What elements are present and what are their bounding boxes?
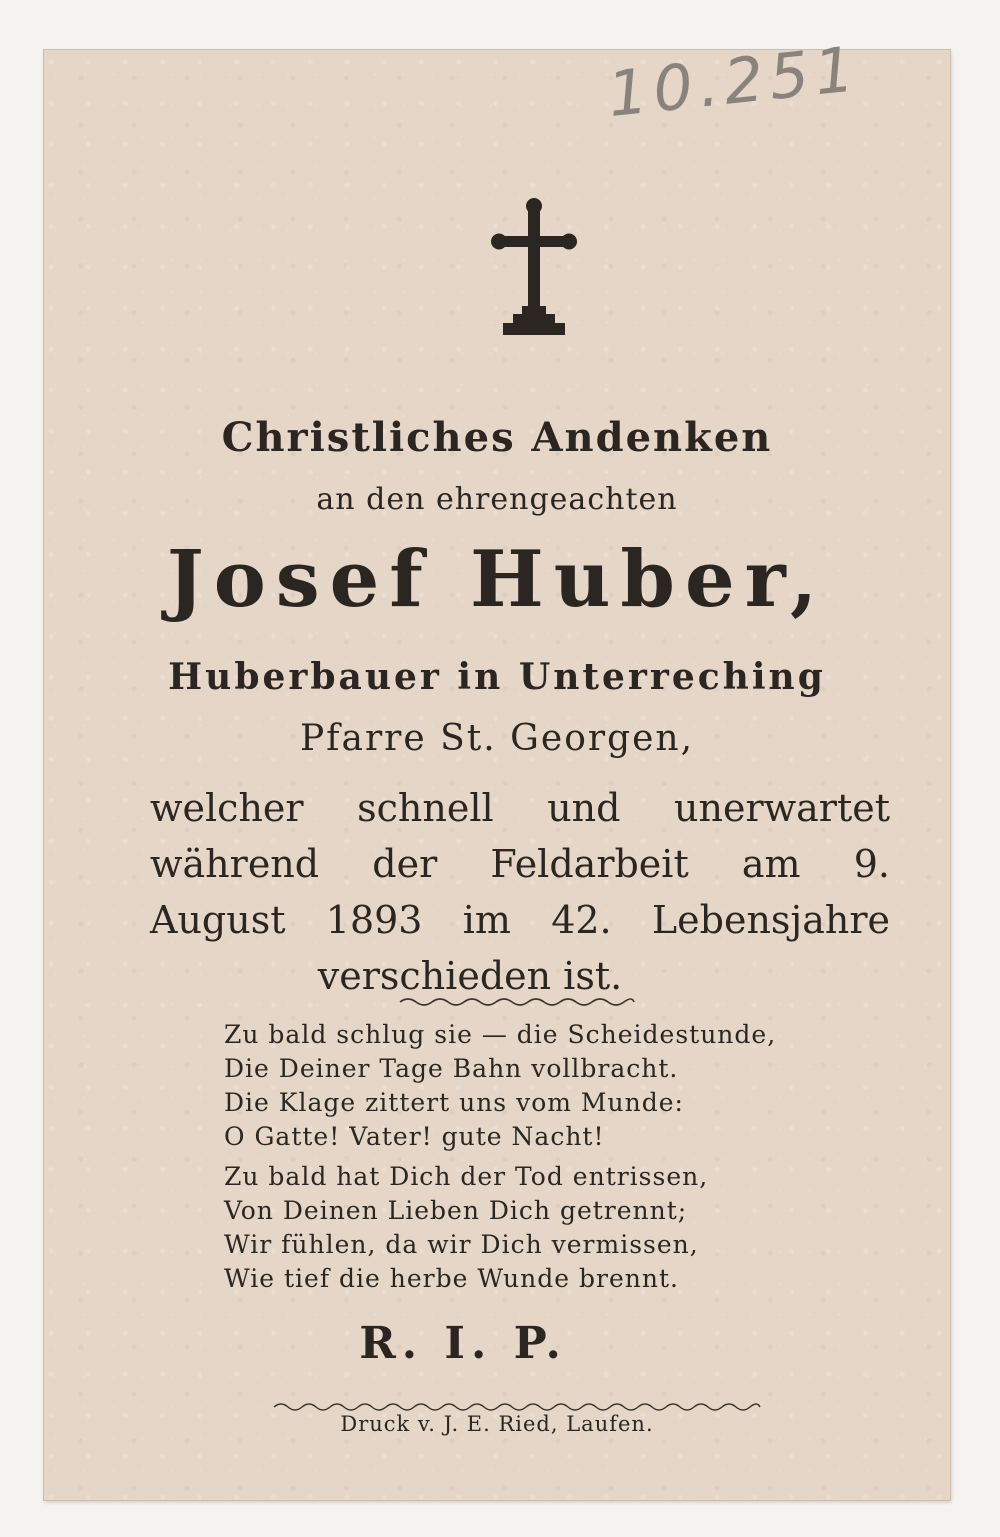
deceased-name: Josef Huber, [166, 534, 828, 625]
cross-icon [489, 196, 579, 340]
body-line: August 1893 im 42. Lebensjahre [150, 898, 890, 942]
body-line: verschieden ist. [317, 954, 623, 998]
heading: Christliches Andenken [221, 414, 773, 461]
subheading: an den ehrengeachten [316, 482, 678, 517]
rip-closing: R. I. P. [359, 1318, 567, 1369]
verse-line: Die Klage zittert uns vom Munde: [224, 1088, 684, 1117]
verse-line: Zu bald hat Dich der Tod entrissen, [224, 1162, 709, 1191]
body-line: während der Feldarbeit am 9. [150, 842, 890, 886]
death-notice-text [150, 780, 890, 1004]
printer-imprint: Druck v. J. E. Ried, Laufen. [340, 1412, 654, 1436]
ornamental-divider [398, 994, 636, 1008]
handwritten-catalog-number: 10.251 [604, 31, 864, 132]
verse-stanza-2 [224, 1160, 844, 1296]
verse-line: Wir fühlen, da wir Dich vermissen, [224, 1230, 699, 1259]
verse-stanza-1 [224, 1018, 844, 1154]
verse-line: Von Deinen Lieben Dich getrennt; [224, 1196, 688, 1225]
verse-line: Zu bald schlug sie — die Scheidestunde, [224, 1020, 777, 1049]
verse-line: Wie tief die herbe Wunde brennt. [224, 1264, 679, 1293]
parish: Pfarre St. Georgen, [299, 718, 695, 759]
verse-line: Die Deiner Tage Bahn vollbracht. [224, 1054, 679, 1083]
occupation: Huberbauer in Unterreching [168, 656, 826, 698]
body-line: welcher schnell und unerwartet [150, 786, 890, 830]
verse-line: O Gatte! Vater! gute Nacht! [224, 1122, 605, 1151]
